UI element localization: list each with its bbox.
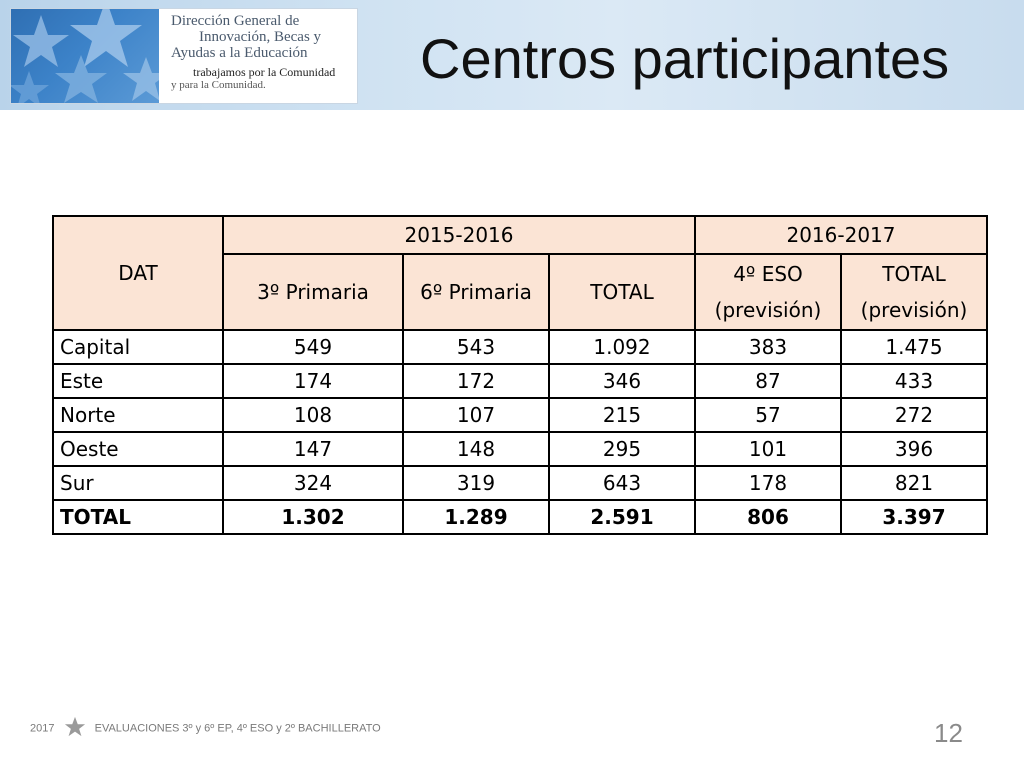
cell-total-prevision: 272 (841, 398, 987, 432)
stars-logo-icon (11, 9, 159, 103)
participating-centers-table (52, 215, 988, 535)
row-label: Oeste (53, 432, 223, 466)
header-4-eso-line-1: 4º ESO (733, 262, 803, 286)
cell-3-primaria: 549 (223, 330, 403, 364)
cell-3-primaria: 147 (223, 432, 403, 466)
row-label: TOTAL (53, 500, 223, 534)
cell-6-primaria: 107 (403, 398, 549, 432)
footer-year: 2017 (30, 722, 55, 735)
header-period-2015-2016: 2015-2016 (223, 216, 695, 254)
table-row-total (53, 500, 987, 534)
cell-4-eso: 178 (695, 466, 841, 500)
row-label: Capital (53, 330, 223, 364)
table-row (53, 330, 987, 364)
logo-line-2: Innovación, Becas y (199, 29, 322, 45)
star-icon (64, 716, 86, 741)
header-4-eso (695, 254, 841, 330)
cell-3-primaria: 174 (223, 364, 403, 398)
cell-total-prevision: 3.397 (841, 500, 987, 534)
header-dat: DAT (53, 216, 223, 330)
cell-total: 1.092 (549, 330, 695, 364)
cell-3-primaria: 324 (223, 466, 403, 500)
header-4-eso-line-2: (previsión) (714, 298, 822, 322)
table-row (53, 364, 987, 398)
logo-text (171, 13, 357, 91)
header-total-prevision (841, 254, 987, 330)
header-row-periods (53, 216, 987, 254)
logo-line-3: Ayudas a la Educación (171, 45, 308, 61)
header-total-prevision-line-1: TOTAL (882, 262, 946, 286)
table-row (53, 432, 987, 466)
logo-line-1: Dirección General de (171, 13, 300, 29)
cell-4-eso: 57 (695, 398, 841, 432)
header-3-primaria: 3º Primaria (223, 254, 403, 330)
row-label: Sur (53, 466, 223, 500)
institution-logo (10, 8, 358, 104)
row-label: Norte (53, 398, 223, 432)
logo-line-5: y para la Comunidad. (171, 79, 266, 91)
cell-total: 643 (549, 466, 695, 500)
cell-total-prevision: 1.475 (841, 330, 987, 364)
cell-6-primaria: 543 (403, 330, 549, 364)
header-6-primaria: 6º Primaria (403, 254, 549, 330)
row-label: Este (53, 364, 223, 398)
cell-total: 2.591 (549, 500, 695, 534)
cell-total: 295 (549, 432, 695, 466)
header-period-2016-2017: 2016-2017 (695, 216, 987, 254)
footer-text: EVALUACIONES 3º y 6º EP, 4º ESO y 2º BACHILLERATO (94, 722, 381, 735)
table-row (53, 398, 987, 432)
cell-total-prevision: 821 (841, 466, 987, 500)
logo-line-4: trabajamos por la Comunidad (193, 65, 336, 79)
cell-4-eso: 806 (695, 500, 841, 534)
cell-3-primaria: 1.302 (223, 500, 403, 534)
cell-6-primaria: 1.289 (403, 500, 549, 534)
cell-total-prevision: 396 (841, 432, 987, 466)
cell-total-prevision: 433 (841, 364, 987, 398)
cell-4-eso: 87 (695, 364, 841, 398)
table-row (53, 466, 987, 500)
cell-total: 215 (549, 398, 695, 432)
footer (30, 716, 381, 741)
cell-6-primaria: 172 (403, 364, 549, 398)
cell-6-primaria: 148 (403, 432, 549, 466)
page-number: 12 (934, 718, 963, 748)
cell-4-eso: 101 (695, 432, 841, 466)
cell-total: 346 (549, 364, 695, 398)
cell-6-primaria: 319 (403, 466, 549, 500)
header-total: TOTAL (549, 254, 695, 330)
header-total-prevision-line-2: (previsión) (860, 298, 968, 322)
slide-title: Centros participantes (420, 27, 950, 90)
cell-3-primaria: 108 (223, 398, 403, 432)
cell-4-eso: 383 (695, 330, 841, 364)
